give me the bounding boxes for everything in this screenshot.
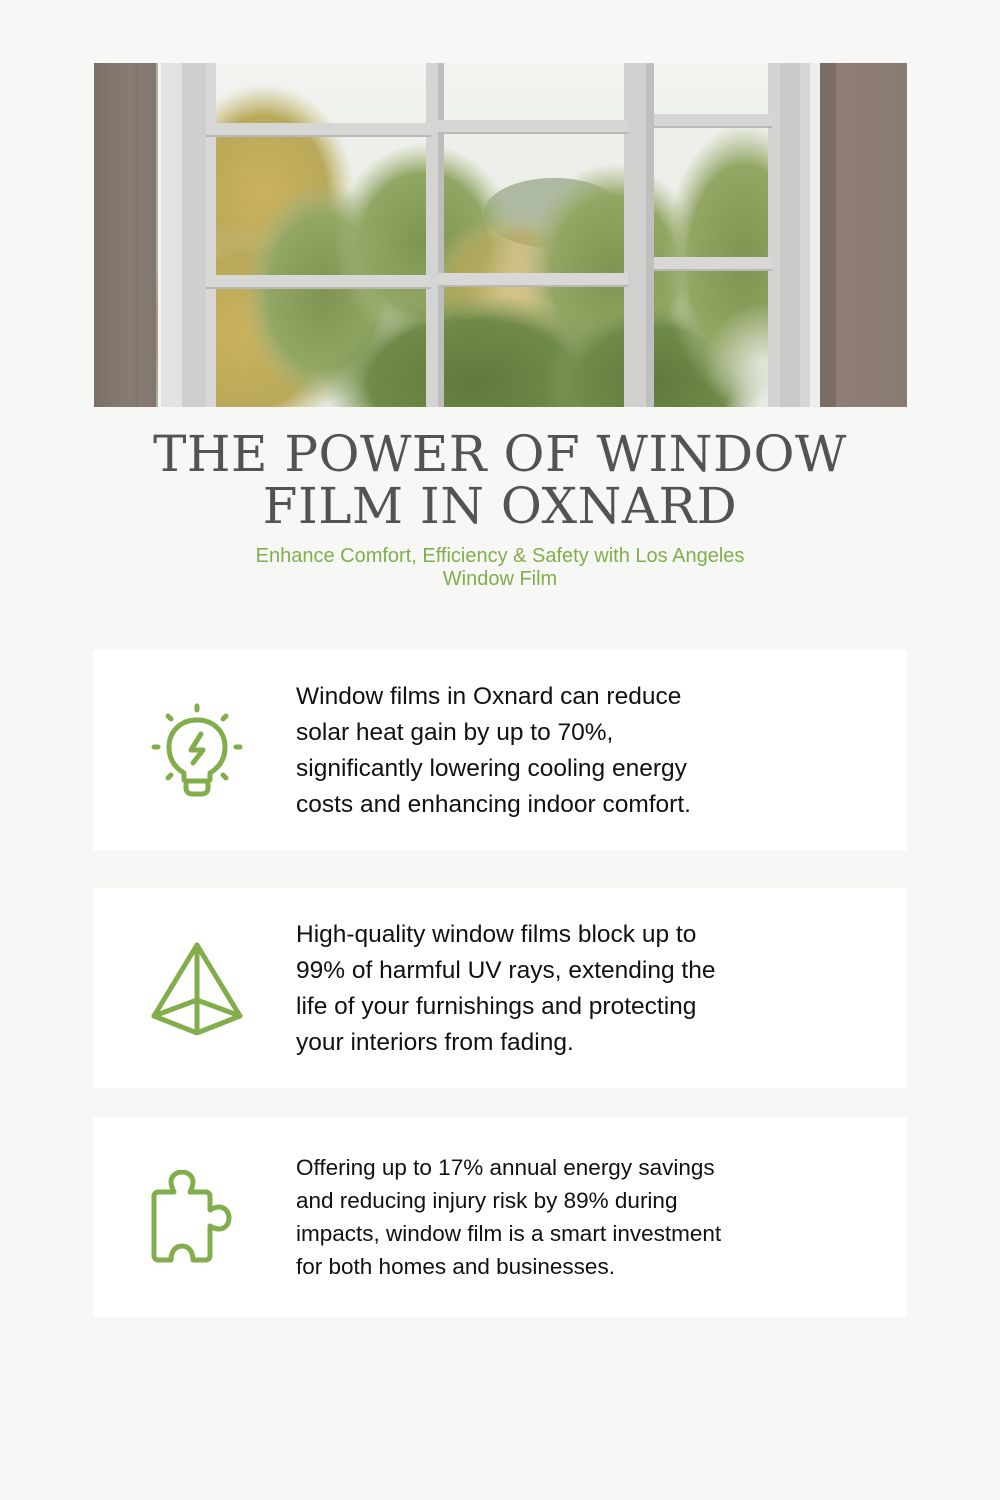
pyramid-icon — [148, 937, 246, 1035]
text-line: solar heat gain by up to 70%, — [296, 719, 614, 746]
text-line: costs and enhancing indoor comfort. — [296, 791, 691, 818]
text-line: significantly lowering cooling energy — [296, 755, 687, 782]
title-line-1: THE POWER OF WINDOW — [153, 425, 847, 483]
lightbulb-bolt-icon — [148, 700, 246, 798]
page-title — [60, 425, 940, 535]
text-line: 99% of harmful UV rays, extending the — [296, 957, 716, 984]
feature-text-solar-heat — [296, 679, 836, 823]
subtitle-line-2: Window Film — [442, 568, 558, 590]
subtitle-line-1: Enhance Comfort, Efficiency & Safety with Los Angeles — [255, 545, 745, 567]
text-line: Window films in Oxnard can reduce — [296, 683, 682, 710]
puzzle-piece-icon — [148, 1170, 246, 1268]
text-line: life of your furnishings and protecting — [296, 993, 697, 1020]
window-view-illustration — [94, 63, 907, 407]
text-line: Offering up to 17% annual energy savings — [296, 1155, 715, 1180]
feature-text-uv-protection — [296, 917, 836, 1061]
feature-text-energy-savings — [296, 1151, 836, 1283]
text-line: your interiors from fading. — [296, 1029, 574, 1056]
text-line: High-quality window films block up to — [296, 921, 697, 948]
text-line: for both homes and businesses. — [296, 1254, 615, 1279]
title-line-2: FILM IN OXNARD — [262, 477, 738, 535]
subtitle — [150, 545, 850, 591]
text-line: impacts, window film is a smart investment — [296, 1221, 722, 1246]
hero-window-photo — [94, 63, 907, 407]
text-line: and reducing injury risk by 89% during — [296, 1188, 678, 1213]
